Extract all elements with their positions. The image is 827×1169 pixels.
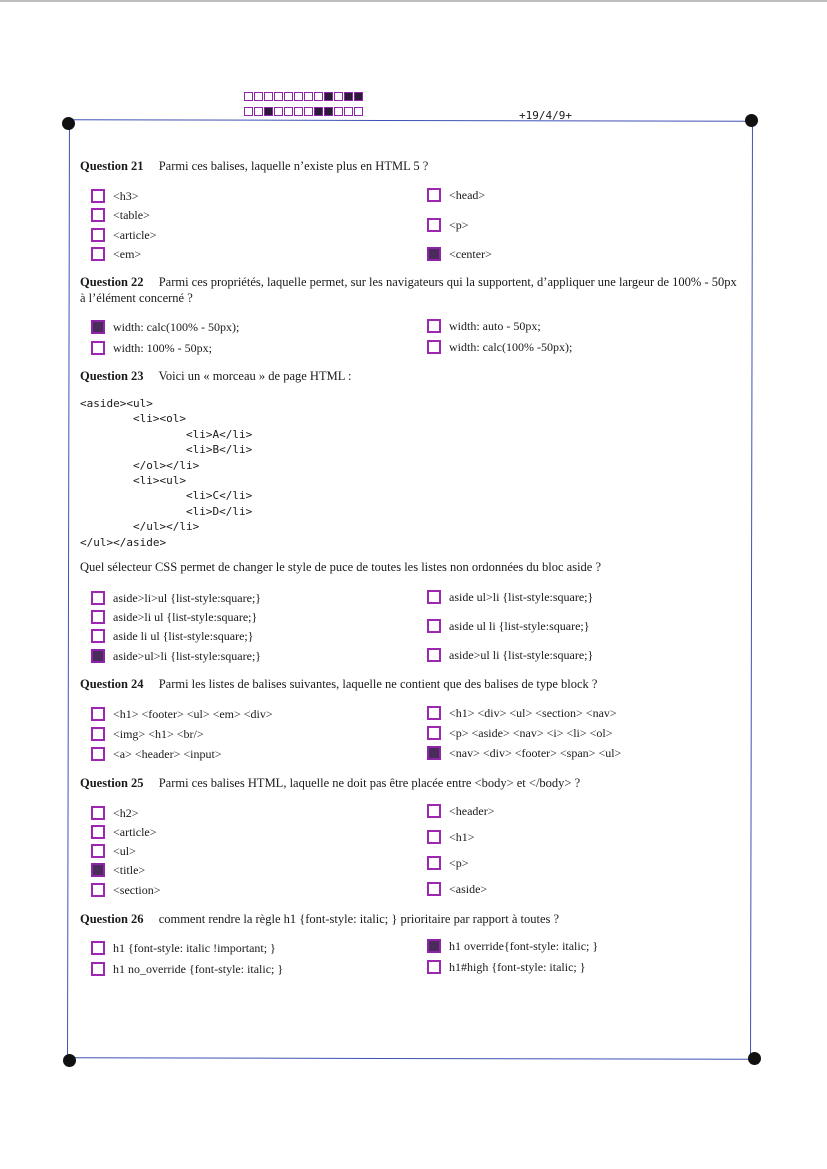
barcode-cell xyxy=(324,107,333,116)
option[interactable] xyxy=(427,726,613,740)
checkbox[interactable] xyxy=(91,228,105,242)
option[interactable] xyxy=(91,208,150,222)
option[interactable] xyxy=(427,319,541,333)
checkbox[interactable] xyxy=(91,341,105,355)
question-number: Question 22 xyxy=(80,275,144,289)
option-label: <h1> <div> <ul> <section> <nav> xyxy=(449,706,617,720)
barcode-cell xyxy=(244,92,253,101)
checkbox[interactable] xyxy=(427,960,441,974)
barcode-cell xyxy=(274,92,283,101)
question-number: Question 24 xyxy=(80,677,144,691)
option-label: h1 {font-style: italic !important; } xyxy=(113,941,276,955)
option-label: <h2> xyxy=(113,806,139,820)
question-text: Parmi ces balises HTML, laquelle ne doit pas être placée entre <body> et </body> ? xyxy=(158,776,581,790)
checkbox[interactable] xyxy=(427,706,441,720)
option-label: <h3> xyxy=(113,189,139,203)
checkbox[interactable] xyxy=(91,591,105,605)
question-24 xyxy=(80,676,740,692)
option[interactable] xyxy=(427,706,617,720)
html-code-snippet: <aside><ul> <li><ol> <li>A</li> <li>B</li> </ol></li> <li><ul> <li>C</li> <li>D</li> </ul></li> </ul></aside> xyxy=(80,397,253,549)
barcode-cell xyxy=(304,107,313,116)
checkbox[interactable] xyxy=(427,804,441,818)
barcode-row-2 xyxy=(244,107,364,116)
checkbox[interactable] xyxy=(427,247,441,261)
option-label: aside ul li {list-style:square;} xyxy=(449,619,590,633)
question-23 xyxy=(80,368,740,384)
option-label: <img> <h1> <br/> xyxy=(113,727,204,741)
barcode-cell xyxy=(244,107,253,116)
checkbox[interactable] xyxy=(427,319,441,333)
barcode-cell xyxy=(324,92,333,101)
barcode-cell xyxy=(354,92,363,101)
scan-edge-line xyxy=(0,0,827,2)
option[interactable] xyxy=(91,341,212,355)
sub-question-text: Quel sélecteur CSS permet de changer le style de puce de toutes les listes non ordonnées du bloc aside ? xyxy=(80,560,602,574)
option-label: <ul> xyxy=(113,844,136,858)
question-text: Parmi ces balises, laquelle n’existe plus en HTML 5 ? xyxy=(158,159,429,173)
option[interactable] xyxy=(91,941,276,955)
option[interactable] xyxy=(427,648,593,662)
barcode-cell xyxy=(274,107,283,116)
barcode-cell xyxy=(334,107,343,116)
barcode-cell xyxy=(254,92,263,101)
checkbox[interactable] xyxy=(91,707,105,721)
option-label: <center> xyxy=(449,247,492,261)
question-text: comment rendre la règle h1 {font-style: italic; } prioritaire par rapport à toutes ? xyxy=(158,912,560,926)
option[interactable] xyxy=(427,188,485,202)
checkbox[interactable] xyxy=(427,590,441,604)
option[interactable] xyxy=(91,228,157,242)
option[interactable] xyxy=(91,320,239,334)
checkbox[interactable] xyxy=(91,962,105,976)
checkbox[interactable] xyxy=(91,825,105,839)
checkbox[interactable] xyxy=(427,340,441,354)
option[interactable] xyxy=(427,590,593,604)
option-label: <article> xyxy=(113,825,157,839)
barcode-cell xyxy=(294,107,303,116)
barcode-cell xyxy=(354,107,363,116)
option-label: width: 100% - 50px; xyxy=(113,341,212,355)
checkbox[interactable] xyxy=(427,882,441,896)
question-25 xyxy=(80,775,740,791)
barcode-cell xyxy=(344,107,353,116)
barcode-cell xyxy=(284,107,293,116)
barcode-cell xyxy=(334,92,343,101)
checkbox[interactable] xyxy=(427,648,441,662)
question-number: Question 23 xyxy=(80,369,144,383)
option-label: <head> xyxy=(449,188,486,202)
option[interactable] xyxy=(91,727,204,741)
option-label: h1#high {font-style: italic; } xyxy=(449,960,586,974)
option[interactable] xyxy=(91,189,139,203)
barcode-cell xyxy=(264,92,273,101)
corner-mark-top-right xyxy=(745,114,758,127)
checkbox[interactable] xyxy=(91,727,105,741)
option[interactable] xyxy=(427,746,621,760)
checkbox[interactable] xyxy=(427,856,441,870)
option-label: <p> xyxy=(449,218,469,232)
checkbox[interactable] xyxy=(427,726,441,740)
question-26 xyxy=(80,911,740,927)
checkbox[interactable] xyxy=(91,806,105,820)
question-number: Question 21 xyxy=(80,159,144,173)
option[interactable] xyxy=(427,340,572,354)
question-text: Parmi ces propriétés, laquelle permet, sur les navigateurs qui la supportent, d’appliquer une largeur de 100% - 50px à l’élément concerné ? xyxy=(80,275,737,305)
checkbox[interactable] xyxy=(91,610,105,624)
option[interactable] xyxy=(91,707,273,721)
corner-mark-bottom-left xyxy=(63,1054,76,1067)
option-label: <p> xyxy=(449,856,469,870)
option-label: h1 override{font-style: italic; } xyxy=(449,939,599,953)
option[interactable] xyxy=(427,856,469,870)
question-text: Parmi les listes de balises suivantes, laquelle ne contient que des balises de type block ? xyxy=(158,677,598,691)
checkbox[interactable] xyxy=(427,188,441,202)
question-text: Voici un « morceau » de page HTML : xyxy=(158,369,352,383)
checkbox[interactable] xyxy=(91,629,105,643)
checkbox[interactable] xyxy=(427,619,441,633)
option-label: <header> xyxy=(449,804,495,818)
checkbox[interactable] xyxy=(91,941,105,955)
option[interactable] xyxy=(91,883,161,897)
checkbox[interactable] xyxy=(91,247,105,261)
corner-mark-top-left xyxy=(62,117,75,130)
option[interactable] xyxy=(427,882,487,896)
barcode-cell xyxy=(304,92,313,101)
option-label: aside ul>li {list-style:square;} xyxy=(449,590,594,604)
option[interactable] xyxy=(427,247,492,261)
option[interactable] xyxy=(427,939,598,953)
barcode-cell xyxy=(294,92,303,101)
option[interactable] xyxy=(91,962,283,976)
corner-mark-bottom-right xyxy=(748,1052,761,1065)
option-label: aside>li>ul {list-style:square;} xyxy=(113,591,262,605)
option[interactable] xyxy=(91,649,261,663)
option-label: aside li ul {list-style:square;} xyxy=(113,629,254,643)
option[interactable] xyxy=(91,247,141,261)
barcode-cell xyxy=(344,92,353,101)
option[interactable] xyxy=(91,863,145,877)
checkbox[interactable] xyxy=(427,746,441,760)
option-label: <aside> xyxy=(449,882,488,896)
option-label: aside>li ul {list-style:square;} xyxy=(113,610,258,624)
option-label: <h1> xyxy=(449,830,475,844)
barcode-cell xyxy=(264,107,273,116)
option-label: width: calc(100% - 50px); xyxy=(113,320,240,334)
option-label: <title> xyxy=(113,863,146,877)
option[interactable] xyxy=(427,218,469,232)
option-label: <article> xyxy=(113,228,157,242)
option-label: width: calc(100% -50px); xyxy=(449,340,573,354)
checkbox[interactable] xyxy=(91,883,105,897)
checkbox[interactable] xyxy=(91,863,105,877)
option[interactable] xyxy=(91,825,157,839)
checkbox[interactable] xyxy=(427,218,441,232)
option[interactable] xyxy=(91,844,136,858)
question-22 xyxy=(80,274,740,306)
checkbox[interactable] xyxy=(91,747,105,761)
option[interactable] xyxy=(91,806,139,820)
option-label: <h1> <footer> <ul> <em> <div> xyxy=(113,707,273,721)
barcode-cell xyxy=(314,92,323,101)
barcode-cell xyxy=(254,107,263,116)
question-21 xyxy=(80,158,740,174)
option[interactable] xyxy=(91,610,257,624)
barcode-cell xyxy=(314,107,323,116)
checkbox[interactable] xyxy=(91,320,105,334)
option[interactable] xyxy=(427,804,495,818)
option-label: <p> <aside> <nav> <i> <li> <ol> xyxy=(449,726,613,740)
option-label: <section> xyxy=(113,883,161,897)
option-label: <nav> <div> <footer> <span> <ul> xyxy=(449,746,622,760)
checkbox[interactable] xyxy=(427,939,441,953)
question-number: Question 26 xyxy=(80,912,144,926)
question-number: Question 25 xyxy=(80,776,144,790)
option[interactable] xyxy=(91,629,254,643)
barcode-row-1 xyxy=(244,92,364,101)
checkbox[interactable] xyxy=(91,208,105,222)
option-label: aside>ul li {list-style:square;} xyxy=(449,648,594,662)
checkbox[interactable] xyxy=(91,189,105,203)
option-label: aside>ul>li {list-style:square;} xyxy=(113,649,262,663)
checkbox[interactable] xyxy=(91,844,105,858)
option[interactable] xyxy=(427,830,475,844)
option-label: width: auto - 50px; xyxy=(449,319,541,333)
checkbox[interactable] xyxy=(427,830,441,844)
option[interactable] xyxy=(427,960,586,974)
option-label: h1 no_override {font-style: italic; } xyxy=(113,962,284,976)
option[interactable] xyxy=(91,747,222,761)
page-code: +19/4/9+ xyxy=(519,109,572,122)
option[interactable] xyxy=(91,591,261,605)
option[interactable] xyxy=(427,619,590,633)
option-label: <a> <header> <input> xyxy=(113,747,222,761)
barcode-cell xyxy=(284,92,293,101)
option-label: <em> xyxy=(113,247,142,261)
option-label: <table> xyxy=(113,208,150,222)
checkbox[interactable] xyxy=(91,649,105,663)
